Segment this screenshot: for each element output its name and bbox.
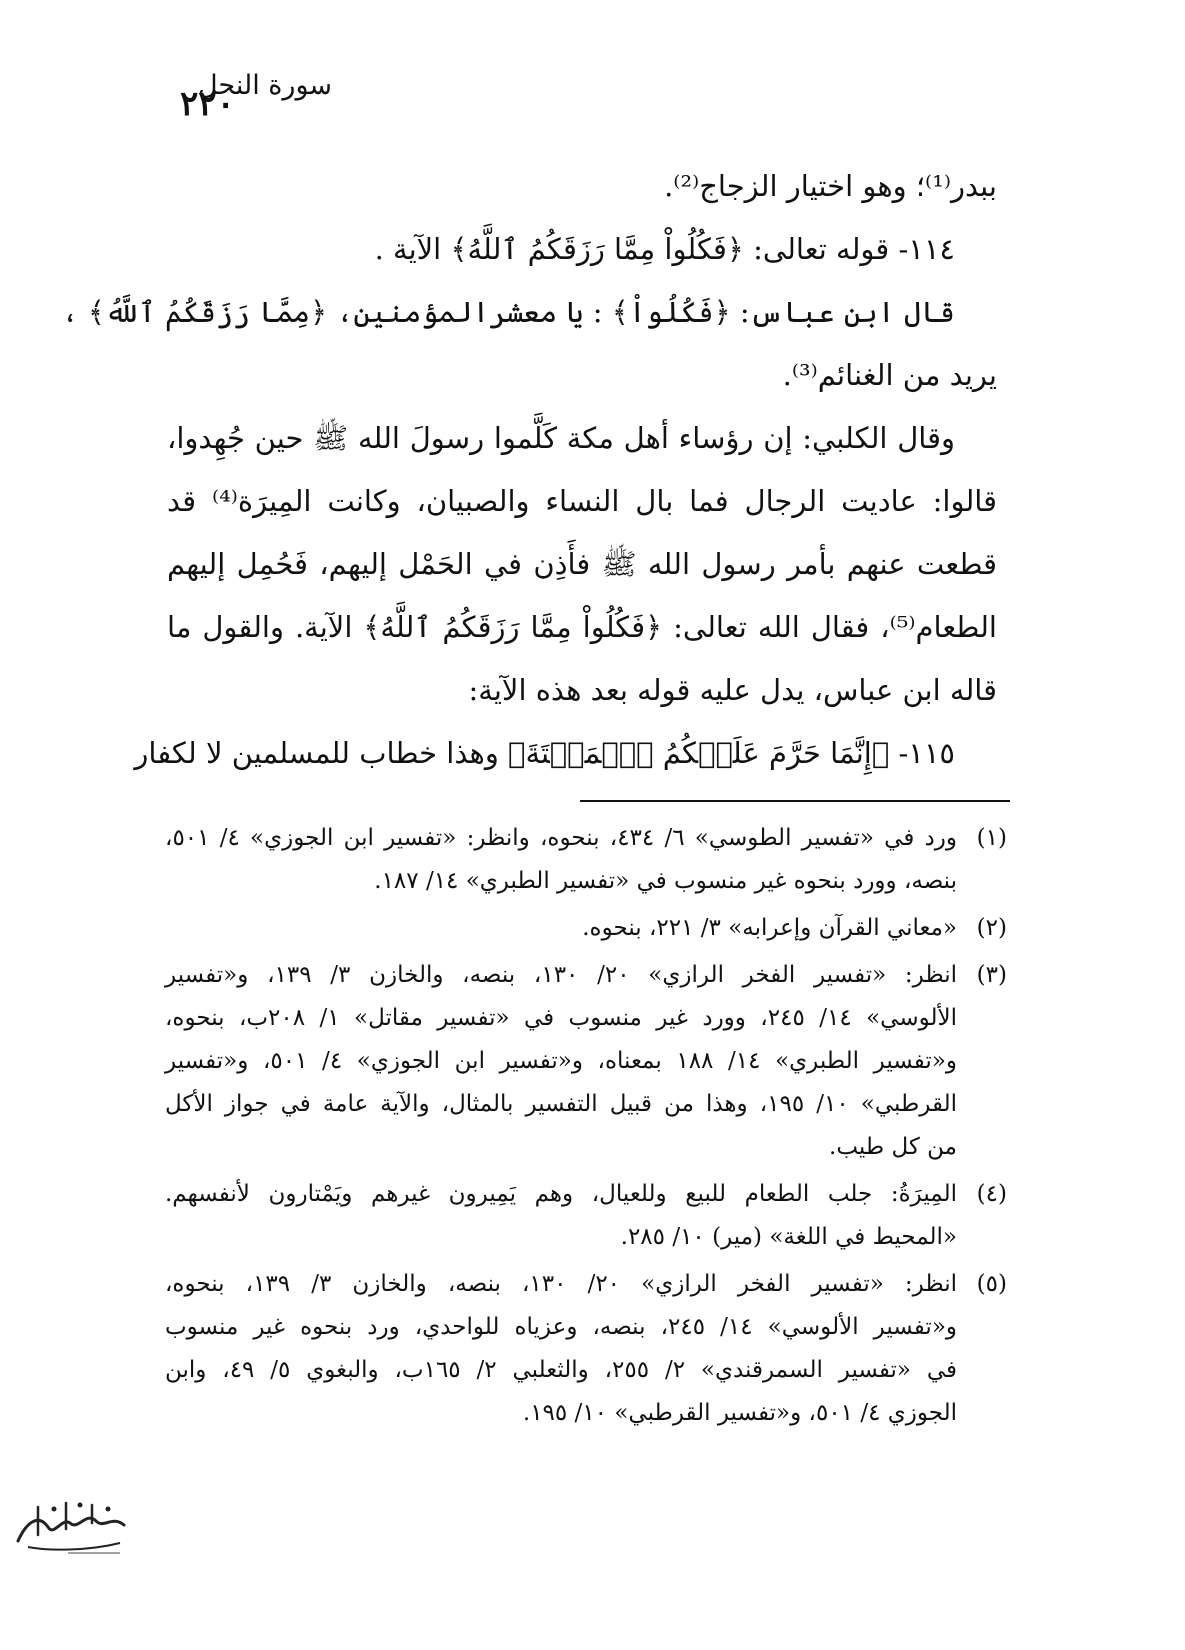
footnote xyxy=(165,817,1007,903)
footnote-line: الألوسي» ١٤/ ٢٤٥، وورد غير منسوب في «تفسير مقاتل» ١/ ٢٠٨ب، بنحوه، xyxy=(165,1005,958,1031)
footnote-text xyxy=(165,954,957,1169)
footnote-line: و«تفسير الألوسي» ١٤/ ٢٤٥، بنصه، وعزياه للواحدي، ورد بنحوه غير منسوب xyxy=(165,1314,957,1340)
footnote-text xyxy=(165,907,957,950)
footnote-divider xyxy=(580,800,1010,802)
footnote-line: «معاني القرآن وإعرابه» ٣/ ٢٢١، بنحوه. xyxy=(582,915,957,941)
footnote-number: (٢) xyxy=(976,915,1007,941)
footnote xyxy=(165,1173,1007,1259)
footnote-line: القرطبي» ١٠/ ١٩٥، وهذا من قبيل التفسير بالمثال، والآية عامة في جواز الأكل xyxy=(165,1091,958,1117)
footnote-text xyxy=(165,1263,957,1435)
footnote-line: في «تفسير السمرقندي» ٢/ ٢٥٥، والثعلبي ٢/ ١٦٥ب، والبغوي ٥/ ٤٩، وابن xyxy=(165,1357,958,1383)
footnote-line: و«تفسير الطبري» ١٤/ ١٨٨ بمعناه، و«تفسير ابن الجوزي» ٤/ ٥٠١، و«تفسير xyxy=(165,1048,958,1074)
text-line: ١١٤- قوله تعالى: ﴿فَكُلُواْ مِمَّا رَزَقَكُمُ ٱللَّهُ﴾ الآية . xyxy=(374,232,955,266)
text-line: قال ابن عباس: ﴿فَكُلُواْ﴾ : يا معشرالمؤمنين، ﴿مِمَّا رَزَقَكُمُ ٱللَّهُ﴾ ، xyxy=(61,295,955,329)
page-header xyxy=(0,70,1185,130)
page-number: ٢٢٠ xyxy=(180,84,235,124)
footnote-line: انظر: «تفسير الفخر الرازي» ٢٠/ ١٣٠، بنصه، والخازن ٣/ ١٣٩، و«تفسير xyxy=(165,962,958,988)
footnote-line: الجوزي ٤/ ٥٠١، و«تفسير القرطبي» ١٠/ ١٩٥. xyxy=(522,1400,957,1426)
footnote-number: (١) xyxy=(976,825,1007,851)
text-line: قاله ابن عباس، يدل عليه قوله بعد هذه الآية: xyxy=(468,673,997,707)
footnotes xyxy=(165,817,1007,1439)
text-line: ١١٥- ﴿إِنَّمَا حَرَّمَ عَلَيۡكُمُ ٱلۡمَيۡتَةَ﴾ وهذا خطاب للمسلمين لا لكفار xyxy=(134,736,955,770)
text-line: يريد من الغنائم⁽³⁾. xyxy=(782,358,997,392)
text-line: قطعت عنهم بأمر رسول الله ﷺ فأَذِن في الحَمْل إليهم، فَحُمِل إليهم xyxy=(167,547,997,581)
watermark-logo xyxy=(8,1493,134,1559)
footnote-line: من كل طيب. xyxy=(829,1134,957,1160)
footnote xyxy=(165,954,1007,1169)
main-text xyxy=(61,155,997,785)
footnote-number: (٣) xyxy=(976,962,1007,988)
footnote xyxy=(165,907,1007,950)
footnote xyxy=(165,1263,1007,1435)
footnote-line: انظر: «تفسير الفخر الرازي» ٢٠/ ١٣٠، بنصه، والخازن ٣/ ١٣٩، بنحوه، xyxy=(165,1271,957,1297)
footnote-line: «المحيط في اللغة» (مير) ١٠/ ٢٨٥. xyxy=(620,1224,957,1250)
footnote-text xyxy=(165,817,957,903)
footnote-line: المِيرَةُ: جلب الطعام للبيع وللعيال، وهم يَمِيرون غيرهم ويَمْتارون لأنفسهم. xyxy=(165,1181,957,1207)
footnote-text xyxy=(165,1173,957,1259)
text-line: الطعام⁽⁵⁾، فقال الله تعالى: ﴿فَكُلُواْ مِمَّا رَزَقَكُمُ ٱللَّهُ﴾ الآية. والقول ما xyxy=(167,610,997,644)
text-line: وقال الكلبي: إن رؤساء أهل مكة كَلَّموا رسولَ الله ﷺ حين جُهِدوا، xyxy=(167,421,955,455)
footnote-line: بنصه، وورد بنحوه غير منسوب في «تفسير الطبري» ١٤/ ١٨٧. xyxy=(374,868,957,894)
footnote-number: (٥) xyxy=(976,1271,1007,1297)
footnote-line: ورد في «تفسير الطوسي» ٦/ ٤٣٤، بنحوه، وانظر: «تفسير ابن الجوزي» ٤/ ٥٠١، xyxy=(165,825,957,851)
text-line: قالوا: عاديت الرجال فما بال النساء والصبيان، وكانت المِيرَة⁽⁴⁾ قد xyxy=(167,484,997,518)
text-line: ببدر⁽¹⁾؛ وهو اختيار الزجاج⁽²⁾. xyxy=(664,169,997,203)
footnote-number: (٤) xyxy=(976,1181,1007,1207)
surah-name: سورة النحل xyxy=(197,70,333,101)
